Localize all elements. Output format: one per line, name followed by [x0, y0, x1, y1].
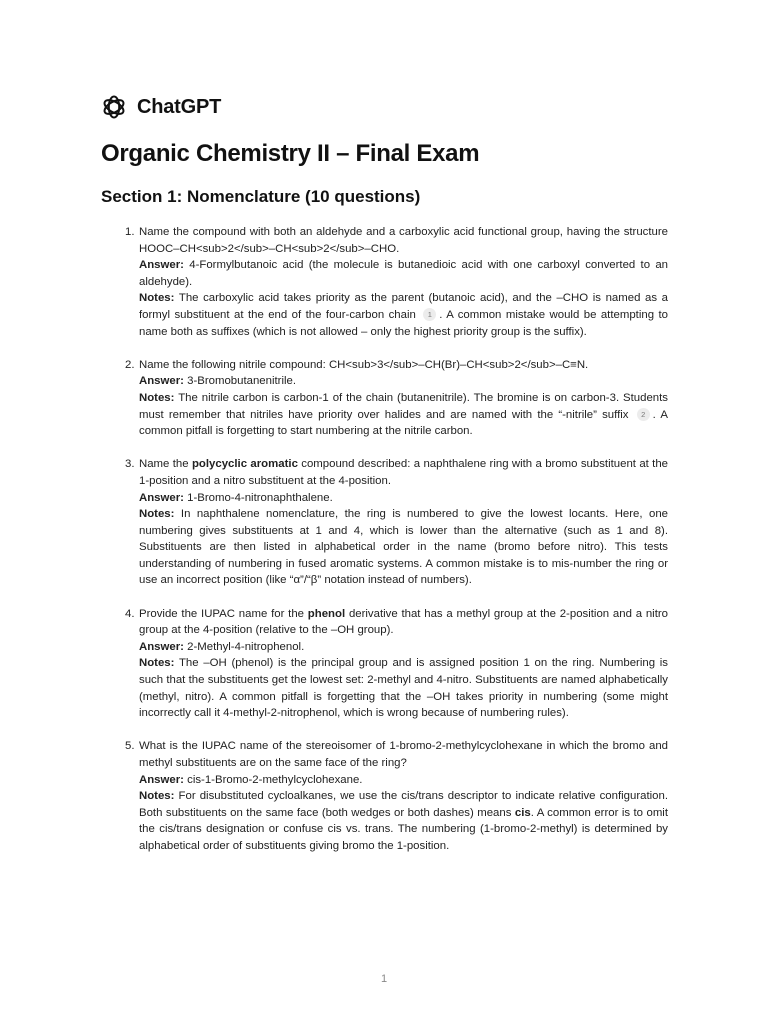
citation-badge[interactable]: 1: [423, 308, 436, 321]
question-text-end: compound described: a naphthalene ring with a bromo substituent at the 1-position and a nitro substituent at the 4-position.: [139, 458, 669, 487]
notes-label: Notes:: [139, 391, 175, 404]
notes-line: [139, 655, 668, 721]
question-text: [139, 456, 668, 489]
notes-label: Notes:: [139, 657, 175, 670]
page-number: 1: [380, 973, 388, 985]
notes-label: Notes:: [139, 292, 175, 305]
notes-line: [139, 390, 668, 440]
question-number: 1.: [125, 226, 135, 238]
answer-label: Answer:: [139, 375, 184, 388]
answer-label: Answer:: [139, 773, 184, 786]
document-title: Organic Chemistry II – Final Exam: [101, 140, 480, 167]
question-number: 2.: [125, 358, 135, 371]
brand-header: [101, 94, 221, 120]
notes-line: [139, 788, 668, 854]
question-number: 4.: [125, 607, 135, 620]
answer-line: [139, 772, 668, 789]
answer-text: 1-Bromo-4-nitronaphthalene.: [187, 491, 333, 504]
question-item: [125, 606, 668, 722]
notes-text-continued: . A common mistake would be attempting to name both as suffixes (which is not allowed – only the highest priority group is the suffix).: [139, 308, 668, 338]
answer-text: cis-1-Bromo-2-methylcyclohexane.: [187, 773, 363, 786]
notes-text: For disubstituted cycloalkanes, we use the cis/trans descriptor to indicate relative configuration. Both substituents on the same face (both wedges or both dashes) means: [139, 790, 668, 819]
notes-line: [139, 290, 668, 340]
question-item: [125, 357, 668, 440]
question-number: 5.: [125, 740, 135, 753]
answer-label: Answer:: [139, 640, 184, 653]
citation-badge[interactable]: 2: [637, 408, 650, 421]
notes-text: In naphthalene nomenclature, the ring is numbered to give the lowest locants. Here, one numbering gives substituents at 1 and 4, which is lower than the alternative (such as 1 and 8). Substituents are then listed in alphabetical order in the name (bromo before nitro). This tests understanding of numbering in fused aromatic systems. A common mistake is to mis-number the ring or use an incorrect position (like “α”/“β” notation instead of numbers).: [139, 508, 668, 587]
brand-name: ChatGPT: [137, 95, 222, 118]
question-item: [125, 738, 668, 854]
answer-line: [139, 373, 668, 390]
notes-label: Notes:: [139, 790, 175, 803]
question-item: [125, 224, 668, 340]
answer-text: 3-Bromobutanenitrile.: [187, 375, 297, 388]
question-text-start: Provide the IUPAC name for the: [139, 607, 304, 620]
notes-text: The –OH (phenol) is the principal group and is assigned position 1 on the ring. Numbering is such that the substituents get the lowest set: 2-methyl and 4-nitro. Substituents are named alphabetically (methyl, nitro). A common pitfall is forgetting that the –OH takes priority in numbering (some might incorrectly call it 4-methyl-2-nitrophenol, which is wrong because of numbering rules).: [139, 657, 668, 720]
question-text: [139, 606, 668, 639]
question-number: 3.: [125, 458, 135, 471]
notes-label: Notes:: [139, 508, 175, 521]
question-emphasis: polycyclic aromatic: [191, 458, 298, 471]
answer-line: [139, 490, 668, 507]
answer-line: [139, 257, 668, 290]
answer-label: Answer:: [139, 491, 184, 504]
answer-label: Answer:: [139, 259, 184, 272]
question-item: [125, 456, 669, 589]
answer-line: [139, 639, 668, 656]
question-text: Name the following nitrile compound: CH<sub>3</sub>–CH(Br)–CH<sub>2</sub>–C≡N.: [139, 358, 589, 371]
section-title: Section 1: Nomenclature (10 questions): [101, 187, 421, 206]
notes-text-continued: . A common error is to omit the cis/trans designation or confuse cis vs. trans. The numbering (1-bromo-2-methyl) is determined by alphabetical order of substituents giving bromo the 1-position.: [139, 806, 668, 852]
answer-text: 4-Formylbutanoic acid (the molecule is butanedioic acid with one carboxyl converted to an aldehyde).: [139, 259, 668, 288]
openai-logo-icon: [101, 94, 127, 120]
question-text-start: Name the: [139, 458, 189, 471]
notes-text: The nitrile carbon is carbon-1 of the chain (butanenitrile). The bromine is on carbon-3. Students must remember that nitriles have priority over halides and are named with the “-nitrile” suffix: [139, 391, 668, 421]
question-text-end: derivative that has a methyl group at the 2-position and a nitro group at the 4-position (relative to the –OH group).: [139, 607, 668, 637]
question-emphasis: phenol: [307, 607, 346, 620]
question-list: [125, 224, 669, 871]
notes-line: [139, 506, 668, 589]
notes-text-continued: . A common pitfall is forgetting to start numbering at the nitrile carbon.: [139, 408, 668, 438]
notes-emphasis: cis: [514, 806, 531, 819]
question-text: What is the IUPAC name of the stereoisomer of 1-bromo-2-methylcyclohexane in which the bromo and methyl substituents are on the same face of the ring?: [139, 740, 668, 769]
question-text: Name the compound with both an aldehyde and a carboxylic acid functional group, having the structure HOOC–CH<sub>2</sub>–CH<sub>2</sub>–CHO.: [139, 226, 668, 255]
answer-text: 2-Methyl-4-nitrophenol.: [187, 640, 305, 653]
notes-text: The carboxylic acid takes priority as the parent (butanoic acid), and the –CHO is named as a formyl substituent at the end of the four-carbon chain: [139, 292, 668, 321]
